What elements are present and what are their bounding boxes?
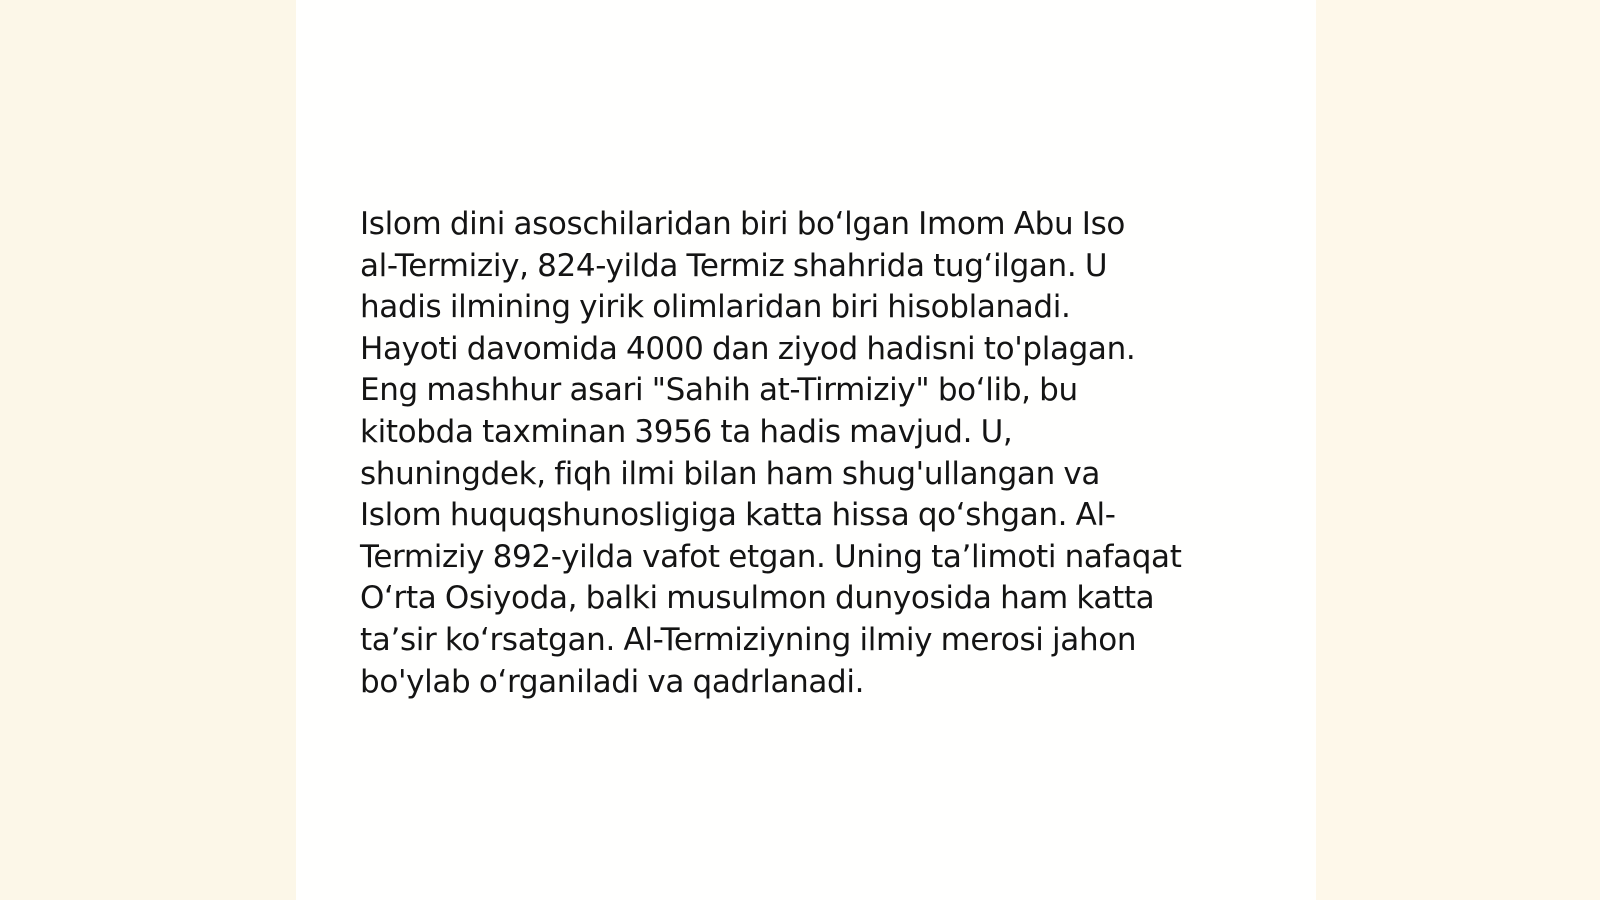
paragraph-line-1: Islom dini asoschilaridan biri bo‘lgan Imom Abu Iso: [360, 206, 1125, 242]
paragraph-line-12: bo'ylab o‘rganiladi va qadrlanadi.: [360, 663, 865, 700]
paragraph-line-9: Termiziy 892-yilda vafot etgan. Uning ta’limoti nafaqat: [360, 538, 1182, 575]
paragraph-line-4: Hayoti davomida 4000 dan ziyod hadisni to'plagan.: [360, 330, 1136, 367]
body-paragraph: [360, 204, 1260, 703]
paragraph-line-7: shuningdek, fiqh ilmi bilan ham shug'ullangan va: [360, 455, 1101, 492]
slide-page: [296, 0, 1316, 900]
paragraph-line-11: ta’sir ko‘rsatgan. Al-Termiziyning ilmiy merosi jahon: [360, 621, 1137, 658]
left-margin: [0, 0, 296, 900]
paragraph-line-3: hadis ilmining yirik olimlaridan biri hisoblanadi.: [360, 289, 1071, 326]
paragraph-line-2: al-Termiziy, 824-yilda Termiz shahrida tug‘ilgan. U: [360, 247, 1108, 284]
paragraph-line-8: Islom huquqshunosligiga katta hissa qo‘shgan. Al-: [360, 497, 1116, 534]
paragraph-line-5: Eng mashhur asari "Sahih at-Tirmiziy" bo‘lib, bu: [360, 372, 1078, 409]
paragraph-line-6: kitobda taxminan 3956 ta hadis mavjud. U,: [360, 413, 1013, 450]
paragraph-line-10: O‘rta Osiyoda, balki musulmon dunyosida ham katta: [360, 580, 1155, 617]
right-margin: [1304, 0, 1600, 900]
